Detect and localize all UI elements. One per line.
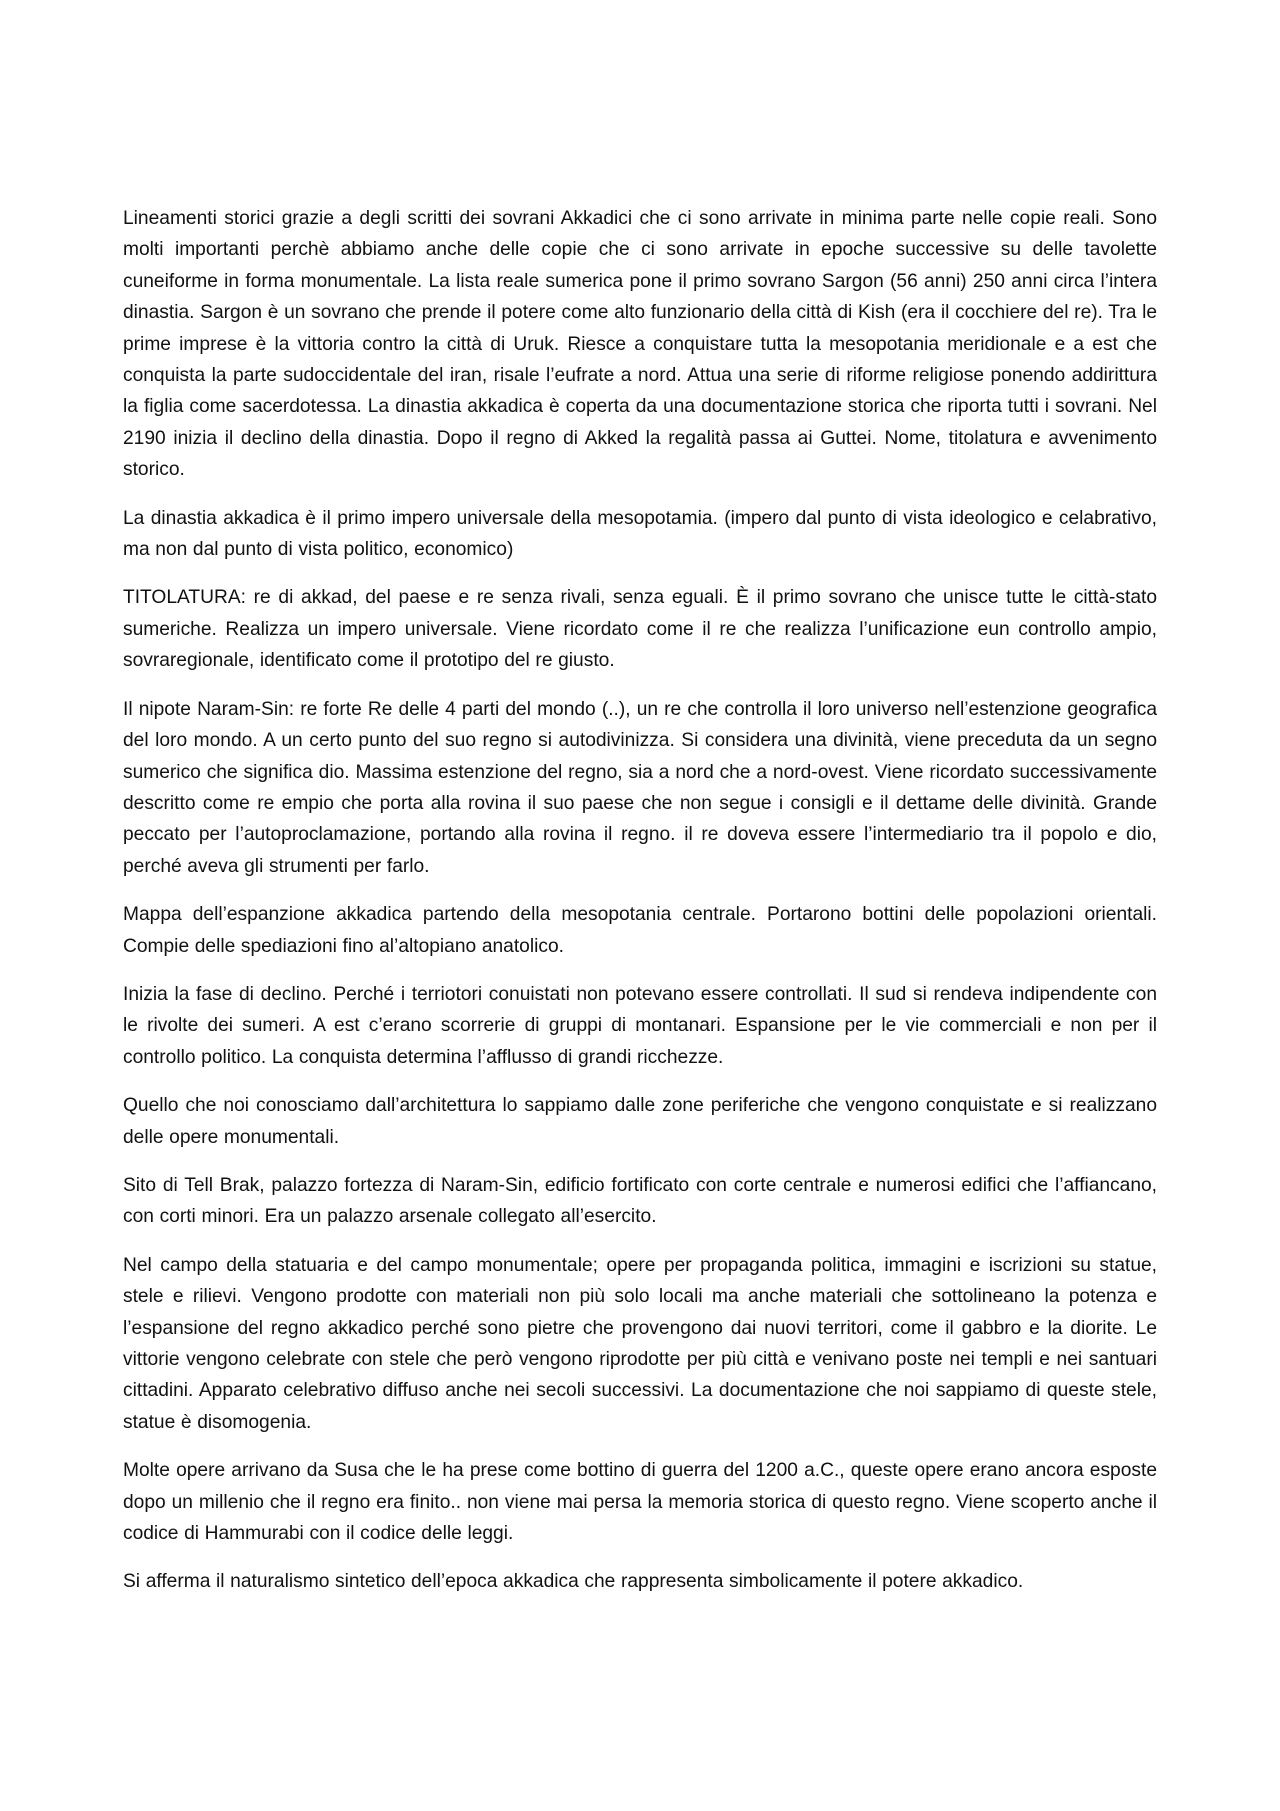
paragraph-naram-sin: Il nipote Naram-Sin: re forte Re delle 4 parti del mondo (..), un re che controlla il loro universo nell’estenzione geografica del loro mondo. A un certo punto del suo regno si autodivinizza. Si considera una divinità, viene preceduta da un segno sumerico che significa dio. Massima estenzione del regno, sia a nord che a nord-ovest. Viene ricordato successivamente descritto come re empio che porta alla rovina il suo paese che non segue i consigli e il dettame delle divinità. Grande peccato per l’autoproclamazione, portando alla rovina il regno. il re doveva essere l’intermediario tra il popolo e dio, perché aveva gli strumenti per farlo. [123,698,1157,877]
paragraph-declino: Inizia la fase di declino. Perché i terriotori conuistati non potevano essere controllati. Il sud si rendeva indipendente con le rivolte dei sumeri. A est c’erano scorrerie di gruppi di montanari. Espansione per le vie commerciali e non per il controllo politico. La conquista determina l’afflusso di grandi ricchezze. [123,983,1157,1068]
paragraph-tell-brak: Sito di Tell Brak, palazzo fortezza di Naram-Sin, edificio fortificato con corte centrale e numerosi edifici che l’affiancano, con corti minori. Era un palazzo arsenale collegato all’esercito. [123,1174,1157,1228]
paragraph-susa: Molte opere arrivano da Susa che le ha prese come bottino di guerra del 1200 a.C., queste opere erano ancora esposte dopo un millenio che il regno era finito.. non viene mai persa la memoria storica di questo regno. Viene scoperto anche il codice di Hammurabi con il codice delle leggi. [123,1460,1157,1545]
paragraph-architettura: Quello che noi conosciamo dall’architettura lo sappiamo dalle zone periferiche che vengono conquistate e si realizzano delle opere monumentali. [123,1095,1157,1148]
paragraph-naturalismo: Si afferma il naturalismo sintetico dell’epoca akkadica che rappresenta simbolicamente il potere akkadico. [123,1571,1024,1593]
paragraph-mappa-espansione: Mappa dell’espanzione akkadica partendo della mesopotania centrale. Portarono bottini delle popolazioni orientali. Compie delle spediazioni fino al’altopiano anatolico. [123,904,1157,957]
paragraph-statuaria: Nel campo della statuaria e del campo monumentale; opere per propaganda politica, immagini e iscrizioni su statue, stele e rilievi. Vengono prodotte con materiali non più solo locali ma anche materiali che sottolineano la potenza e l’espansione del regno akkadico perché sono pietre che provengono dai nuovi territori, come il gabbro e la diorite. Le vittorie vengono celebrate con stele che però vengono riprodotte per più città e venivano poste nei templi e nei santuari cittadini. Apparato celebrativo diffuso anche nei secoli successivi. La documentazione che noi sappiamo di queste stele, statue è disomogenia. [123,1254,1157,1433]
paragraph-titolatura: TITOLATURA: re di akkad, del paese e re senza rivali, senza eguali. È il primo sovrano che unisce tutte le città-stato sumeriche. Realizza un impero universale. Viene ricordato come il re che realizza l’unificazione eun controllo ampio, sovraregionale, identificato come il prototipo del re giusto. [123,587,1157,672]
paragraph-lineamenti-storici: Lineamenti storici grazie a degli scritti dei sovrani Akkadici che ci sono arrivate in minima parte nelle copie reali. Sono molti importanti perchè abbiamo anche delle copie che ci sono arrivate in epoche successive su delle tavolette cuneiforme in forma monumentale. La lista reale sumerica pone il primo sovrano Sargon (56 anni) 250 anni circa l’intera dinastia. Sargon è un sovrano che prende il potere come alto funzionario della città di Kish (era il cocchiere del re). Tra le prime imprese è la vittoria contro la città di Uruk. Riesce a conquistare tutta la mesopotania meridionale e a est che conquista la parte sudoccidentale del iran, risale l’eufrate a nord. Attua una serie di riforme religiose ponendo addirittura la figlia come sacerdotessa. La dinastia akkadica è coperta da una documentazione storica che riporta tutti i sovrani. Nel 2190 inizia il declino della dinastia. Dopo il regno di Akked la regalità passa ai Guttei. Nome, titolatura e avvenimento storico. [123,208,1157,481]
document-page [123,203,1157,1615]
paragraph-primo-impero: La dinastia akkadica è il primo impero universale della mesopotamia. (impero dal punto di vista ideologico e celabrativo, ma non dal punto di vista politico, economico) [123,507,1157,561]
